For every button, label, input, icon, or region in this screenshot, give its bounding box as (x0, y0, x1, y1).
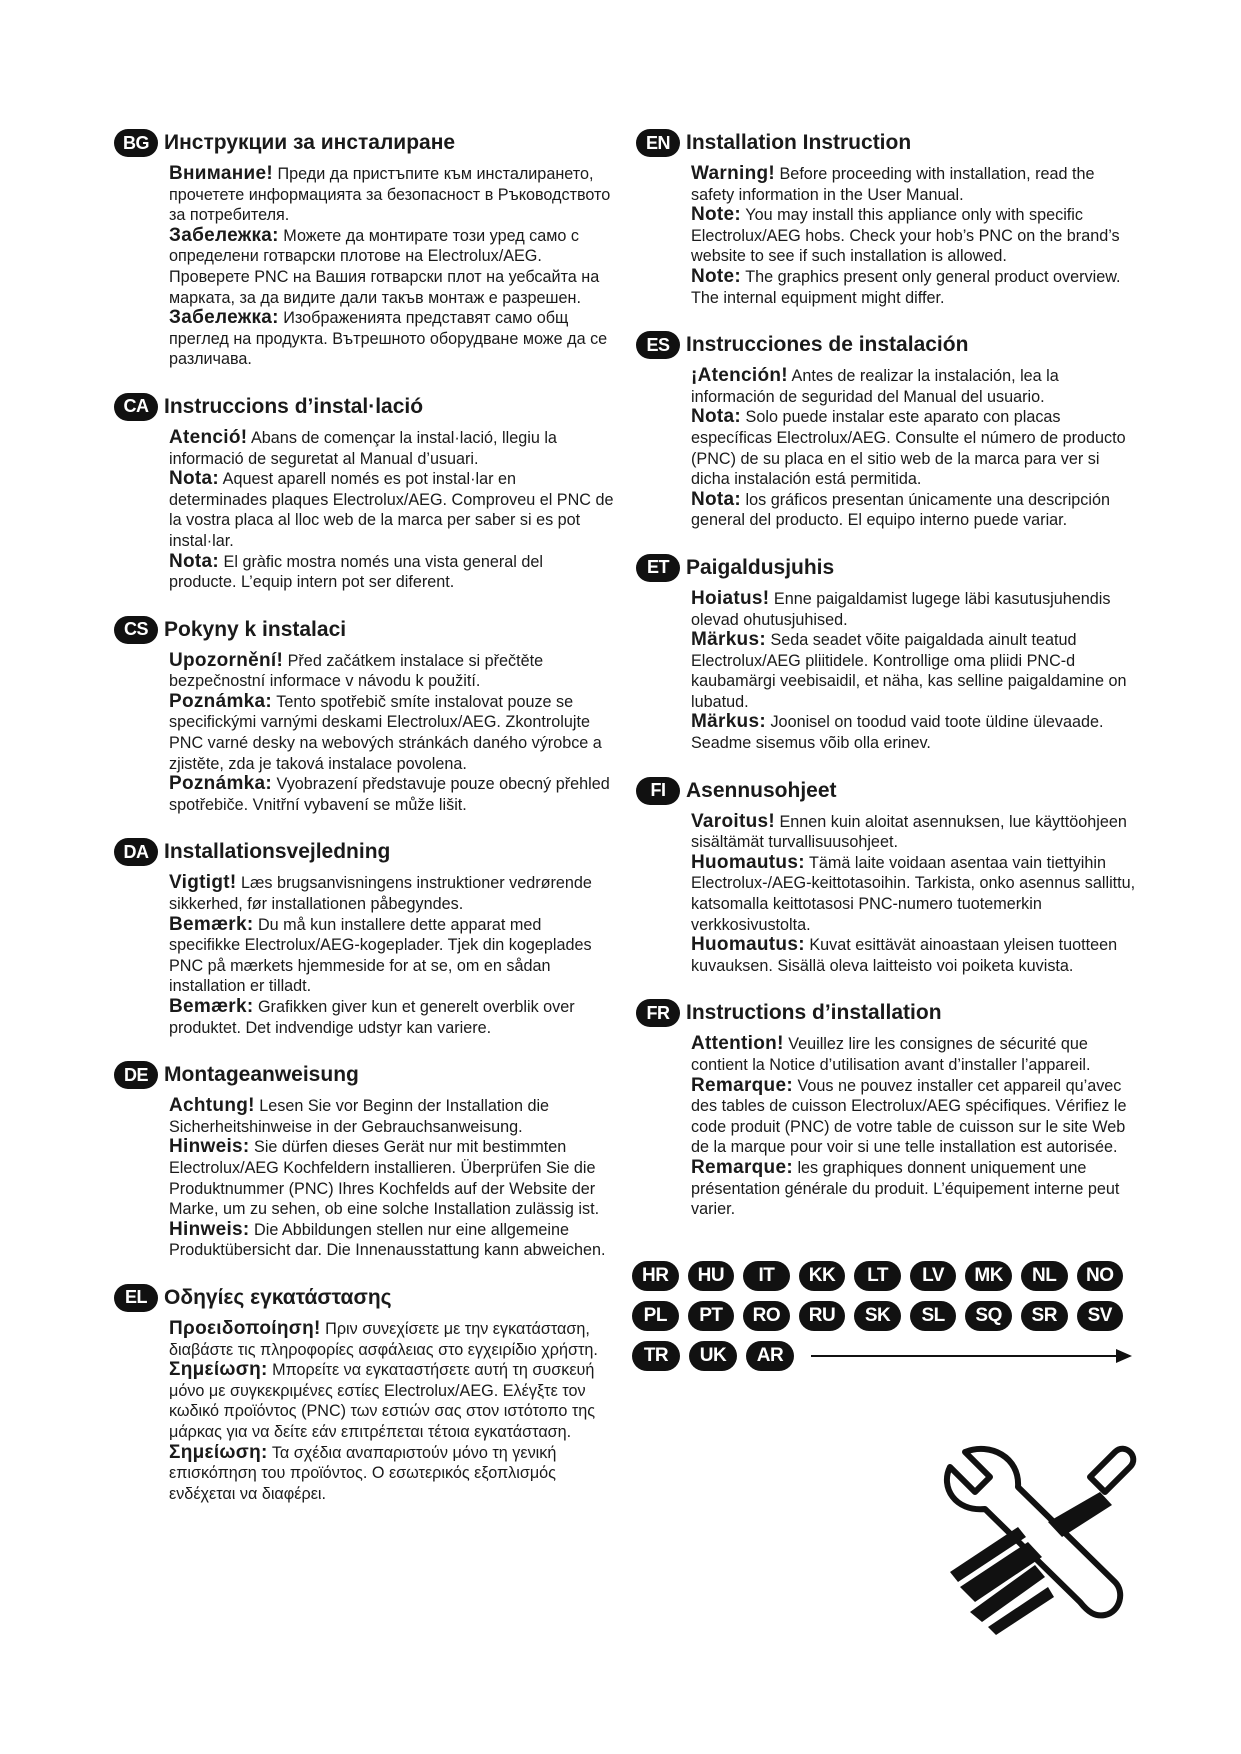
body-text: The graphics present only general product overview. The internal equipment might differ. (691, 267, 1121, 307)
keyword: Забележка: (169, 224, 279, 246)
lang-pill: HU (688, 1261, 735, 1291)
keyword: Hinweis: (169, 1136, 250, 1158)
lang-pill: LV (910, 1261, 957, 1291)
section-title: Montageanweisung (164, 1063, 359, 1087)
body-text: Μπορείτε να εγκαταστήσετε αυτή τη συσκευή μόνο με συγκεκριμένες εστίες Electrolux/AEG. Ελέγξτε τον κωδικό προϊόντος (PNC) των εστιών σας στον ιστότοπο της μάρκας για να δείτε εάν επιτρέπεται τέτοια εγκατάσταση. (169, 1361, 596, 1441)
body-text: Tämä laite voidaan asentaa vain tiettyihin Electrolux-/AEG-keittotasoihin. Tarkista, onko asennus sallittu, katsomalla keittotasosi PNC-numero tuotemerkin verkkosivustolta. (691, 853, 1136, 934)
body-text: Lesen Sie vor Beginn der Installation die Sicherheitshinweise in der Gebrauchsanweisung. (169, 1097, 550, 1136)
arrow-right-icon (811, 1355, 1118, 1357)
section-et (636, 553, 1136, 754)
lang-badge: FR (636, 999, 680, 1027)
keyword: Bemærk: (169, 996, 254, 1017)
lang-pill: LT (854, 1261, 901, 1291)
body-text: Изображенията представят само общ преглед на продукта. Вътрешното оборудване може да се различава. (169, 309, 608, 369)
lang-pill: KK (799, 1261, 846, 1291)
keyword: Nota: (169, 550, 220, 572)
keyword: Vigtigt! (169, 872, 237, 894)
lang-pill: SR (1021, 1301, 1068, 1331)
body-text: Před začátkem instalace si přečtěte bezpečnostní informace v návodu k použití. (169, 651, 544, 691)
section-fi (636, 776, 1136, 977)
lang-pill: NL (1021, 1261, 1068, 1291)
keyword: Note: (691, 265, 742, 287)
section-title: Instructions d’installation (686, 1001, 942, 1025)
body-text: El gràfic mostra només una vista general del producte. L’equip intern pot ser diferent. (169, 552, 543, 592)
lang-pill: NO (1077, 1261, 1124, 1291)
keyword: Poznámka: (169, 773, 273, 795)
keyword: Atenció! (169, 426, 248, 448)
lang-pill: PT (688, 1301, 735, 1331)
section-es (636, 330, 1136, 531)
keyword: ¡Atención! (691, 365, 788, 387)
body-text: Tento spotřebič smíte instalovat pouze se specifickými varnými deskami Electrolux/AEG. Zkontrolujte PNC varné desky na webových stránkách daného výrobce a zjistěte, zda je taková instalace povolena. (169, 692, 602, 773)
body-text: Before proceeding with installation, read the safety information in the User Manual. (691, 165, 1095, 204)
lang-row (632, 1296, 1132, 1336)
body-text: Seda seadet võite paigaldada ainult teatud Electrolux/AEG pliitidele. Kontrollige oma pliidi PNC-d kaubamärgi veebisaidil, et näha, kas selline paigaldamine on lubatud. (691, 631, 1127, 711)
lang-pill: PL (632, 1301, 679, 1331)
section-ca (114, 392, 614, 593)
lang-row (632, 1256, 1132, 1296)
section-title: Instrucciones de instalación (686, 333, 969, 357)
lang-badge: FI (636, 777, 680, 805)
section-en (636, 128, 1136, 308)
section-title: Οδηγίες εγκατάστασης (164, 1285, 392, 1309)
body-text: Τα σχέδια αναπαριστούν μόνο τη γενική επισκόπηση του προϊόντος. Ο εσωτερικός εξοπλισμός ενδέχεται να διαφέρει. (169, 1443, 557, 1503)
body-text: Læs brugsanvisningens instruktioner vedrørende sikkerhed, før installationen påbegyndes. (169, 874, 592, 914)
section-title: Asennusohjeet (686, 778, 837, 802)
section-da (114, 837, 614, 1038)
body-text: les graphiques donnent uniquement une présentation générale du produit. L’équipement interne peut varier. (691, 1158, 1120, 1219)
lang-pill: SV (1077, 1301, 1124, 1331)
keyword: Remarque: (691, 1074, 793, 1096)
body-text: Vous ne pouvez installer cet appareil qu’avec des tables de cuisson Electrolux/AEG spécifiques. Vérifiez le code produit (PNC) de votre table de cuisson sur le site Web de la marque pour voir si une telle installation est autorisée. (691, 1076, 1127, 1157)
keyword: Poznámka: (169, 690, 273, 712)
lang-badge: CS (114, 616, 158, 644)
keyword: Upozornění! (169, 649, 284, 671)
body-text: Joonisel on toodud vaid toote üldine ülevaade. Seadme sisemus võib olla erinev. (691, 713, 1104, 753)
keyword: Hoiatus! (691, 587, 770, 609)
section-fr (636, 998, 1136, 1219)
lang-pill: AR (746, 1341, 794, 1371)
lang-badge: EL (114, 1284, 158, 1312)
lang-pill: TR (632, 1341, 680, 1371)
section-de (114, 1060, 614, 1261)
right-column (636, 128, 1136, 1242)
keyword: Σημείωση: (169, 1359, 268, 1381)
lang-pill: SQ (965, 1301, 1012, 1331)
body-text: Enne paigaldamist lugege läbi kasutusjuhendis olevad ohutusjuhised. (691, 589, 1111, 629)
keyword: Varoitus! (691, 810, 775, 832)
keyword: Προειδοποίηση! (169, 1317, 321, 1339)
body-text: Aquest aparell només es pot instal·lar en determinades plaques Electrolux/AEG. Comproveu el PNC de la vostra placa al lloc web de la marca per saber si es pot instal·lar. (169, 470, 614, 550)
lang-badge: EN (636, 129, 680, 157)
section-el (114, 1283, 614, 1504)
body-text: Преди да пристъпите към инсталирането, прочетете информацията за безопасност в Ръководството за потребителя. (169, 165, 611, 225)
lang-badge: ES (636, 331, 680, 359)
lang-row (632, 1336, 1132, 1376)
body-text: Die Abbildungen stellen nur eine allgemeine Produktübersicht dar. Die Innenausstattung kann abweichen. (169, 1220, 606, 1260)
lang-pill: SL (910, 1301, 957, 1331)
section-bg (114, 128, 614, 370)
keyword: Σημείωση: (169, 1441, 268, 1463)
section-title: Pokyny k instalaci (164, 617, 347, 641)
keyword: Nota: (691, 488, 742, 510)
lang-badge: DA (114, 838, 158, 866)
section-title: Paigaldusjuhis (686, 555, 835, 579)
lang-badge: BG (114, 129, 158, 157)
lang-badge: DE (114, 1061, 158, 1089)
lang-pill: RU (799, 1301, 846, 1331)
lang-pill: UK (689, 1341, 737, 1371)
keyword: Nota: (169, 468, 220, 490)
keyword: Bemærk: (169, 913, 254, 935)
keyword: Märkus: (691, 629, 766, 651)
keyword: Warning! (691, 163, 776, 184)
keyword: Huomautus: (691, 934, 805, 956)
body-text: los gráficos presentan únicamente una descripción general del producto. El equipo interno puede variar. (691, 490, 1110, 530)
section-title: Instruccions d’instal·lació (164, 394, 424, 418)
section-cs (114, 615, 614, 816)
body-text: Kuvat esittävät ainoastaan yleisen tuotteen kuvauksen. Sisällä oleva laitteisto voi poiketa kuvista. (691, 936, 1118, 975)
body-text: Можете да монтирате този уред само с определени готварски плотове на Electrolux/AEG. Проверете PNC на Вашия готварски плот на уебсайта на марката, за да видите дали такъв монтаж е разрешен. (169, 226, 600, 307)
keyword: Attention! (691, 1033, 784, 1055)
other-languages-grid (632, 1256, 1132, 1376)
keyword: Achtung! (169, 1095, 255, 1117)
body-text: Veuillez lire les consignes de sécurité que contient la Notice d’utilisation avant d’installer l’appareil. (691, 1035, 1091, 1074)
lang-pill: SK (854, 1301, 901, 1331)
keyword: Märkus: (691, 711, 766, 733)
keyword: Remarque: (691, 1156, 793, 1178)
section-title: Installation Instruction (686, 131, 912, 154)
body-text: Solo puede instalar este aparato con placas específicas Electrolux/AEG. Consulte el número de producto (PNC) de su placa en el sitio web de la marca para ver si dicha instalación está permitida. (691, 408, 1126, 489)
lang-badge: CA (114, 393, 158, 421)
body-text: Abans de començar la instal·lació, llegiu la informació de seguretat al Manual d’usuari. (169, 428, 557, 468)
body-text: Antes de realizar la instalación, lea la información de seguridad del Manual del usuario. (691, 367, 1059, 406)
body-text: Vyobrazení představuje pouze obecný přehled spotřebiče. Vnitřní vybavení se může lišit. (169, 775, 610, 814)
lang-pill: MK (965, 1261, 1012, 1291)
lang-pill: IT (743, 1261, 790, 1291)
body-text: Πριν συνεχίσετε με την εγκατάσταση, διαβάστε τις πληροφορίες ασφάλειας στο εγχειρίδιο χρήστη. (169, 1319, 598, 1359)
keyword: Забележка: (169, 307, 279, 329)
keyword: Huomautus: (691, 851, 805, 873)
lang-pill: RO (743, 1301, 790, 1331)
section-title: Installationsvejledning (164, 840, 391, 864)
body-text: Sie dürfen dieses Gerät nur mit bestimmten Electrolux/AEG Kochfeldern installieren. Überprüfen Sie die Produktnummer (PNC) Ihres Kochfelds auf der Website der Marke, um zu sehen, ob eine solche Installation zulässig ist. (169, 1138, 600, 1219)
body-text: Du må kun installere dette apparat med specifikke Electrolux/AEG-kogeplader. Tjek din kogeplades PNC på mærkets hjemmeside for at se, om en sådan installation er tilladt. (169, 915, 592, 996)
keyword: Note: (691, 204, 742, 226)
section-title: Инструкции за инсталиране (164, 131, 456, 154)
lang-pill: HR (632, 1261, 679, 1291)
body-text: You may install this appliance only with specific Electrolux/AEG hobs. Check your hob’s PNC on the brand’s website to see if such installation is allowed. (691, 206, 1120, 266)
left-column (114, 128, 614, 1526)
body-text: Grafikken giver kun et generelt overblik over produktet. Det indvendige udstyr kan variere. (169, 998, 575, 1037)
keyword: Nota: (691, 406, 742, 428)
body-text: Ennen kuin aloitat asennuksen, lue käyttöohjeen sisältämät turvallisuusohjeet. (691, 812, 1127, 852)
keyword: Внимание! (169, 163, 273, 184)
lang-badge: ET (636, 554, 680, 582)
keyword: Hinweis: (169, 1218, 250, 1240)
wrench-screwdriver-icon (930, 1437, 1160, 1637)
